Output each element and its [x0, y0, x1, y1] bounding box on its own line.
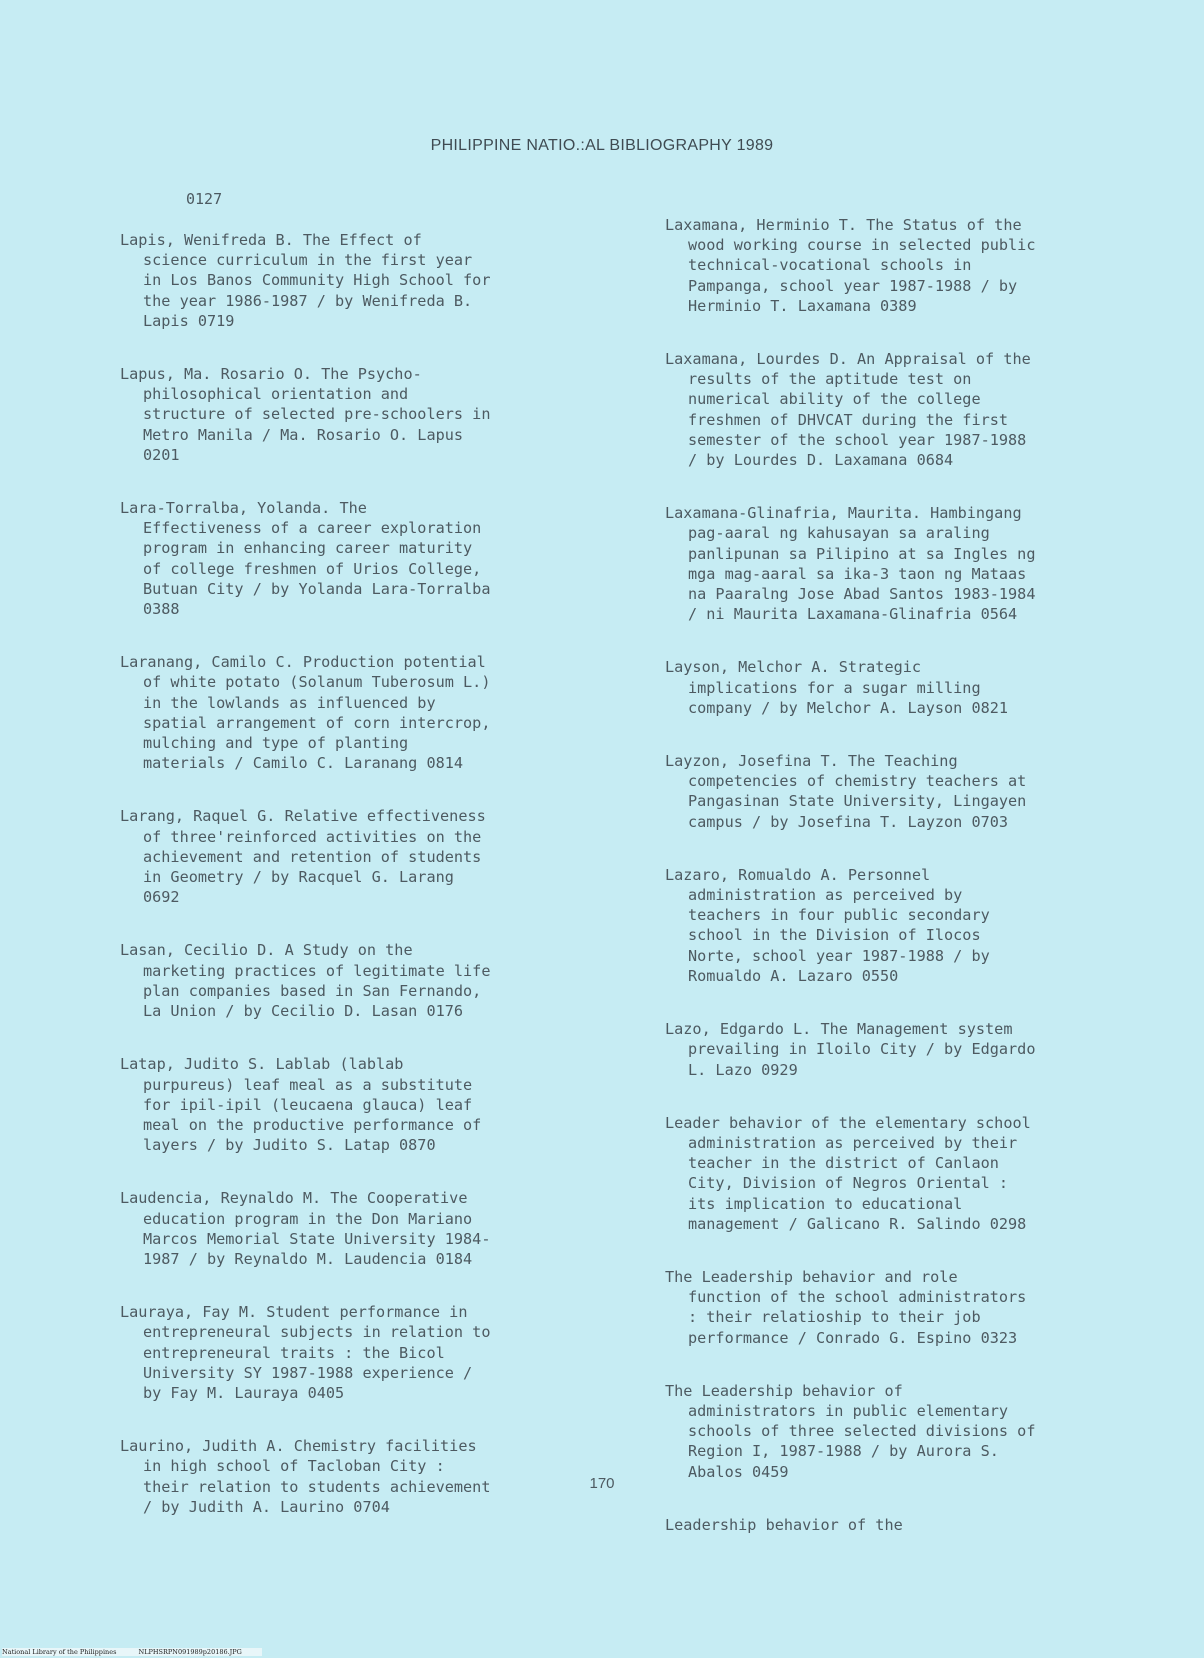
bib-entry: Lauraya, Fay M. Student performance in entrepreneural subjects in relation to entrepreneural traits : the Bicol University SY 1987-1988 experience / by Fay M. Lauraya 0405 — [120, 1303, 491, 1402]
bib-entry: Laudencia, Reynaldo M. The Cooperative education program in the Don Mariano Marcos Memorial State University 1984- 1987 / by Reynaldo M. Laudencia 0184 — [120, 1189, 491, 1268]
bib-entry: Lara-Torralba, Yolanda. The Effectiveness of a career exploration program in enhancing career maturity of college freshmen of Urios College, Butuan City / by Yolanda Lara-Torralba 0388 — [120, 499, 491, 619]
bib-entry: Layson, Melchor A. Strategic implications for a sugar milling company / by Melchor A. Layson 0821 — [665, 658, 1009, 717]
footer-file: NLPHSRPN091989p20186.JPG — [138, 1648, 242, 1656]
bib-entry: Laxamana-Glinafria, Maurita. Hambingang pag-aaral ng kahusayan sa araling panlipunan sa Pilipino at sa Ingles ng mga mag-aaral sa ika-3 taon ng Mataas na Paaralng Jose Abad Santos 1983-1984 / ni Maurita Laxamana-Glinafria 0564 — [665, 504, 1036, 624]
right-column — [665, 215, 1165, 1535]
entry-code: 0127 — [186, 190, 223, 208]
left-column — [120, 230, 620, 1550]
bib-entry: Lazo, Edgardo L. The Management system prevailing in Iloilo City / by Edgardo L. Lazo 0929 — [665, 1020, 1036, 1079]
bib-entry: Leader behavior of the elementary school administration as perceived by their teacher in the district of Canlaon City, Division of Negros Oriental : its implication to educational management / Galicano R. Salindo 0298 — [665, 1113, 1031, 1233]
bib-entry: Larang, Raquel G. Relative effectiveness of three'reinforced activities on the achievement and retention of students in Geometry / by Racquel G. Larang 0692 — [120, 807, 486, 907]
bib-entry: Laxamana, Herminio T. The Status of the wood working course in selected public technical-vocational schools in Pampanga, school year 1987-1988 / by Herminio T. Laxamana 0389 — [665, 216, 1036, 315]
continued-entry: Leadership behavior of the — [665, 1515, 903, 1534]
footer-library: National Library of the Philippines — [2, 1648, 117, 1656]
bib-entry: The Leadership behavior of administrators in public elementary schools of three selected divisions of Region I, 1987-1988 / by Aurora S. Abalos 0459 — [665, 1381, 1036, 1481]
bib-entry: Latap, Judito S. Lablab (lablab purpureus) leaf meal as a substitute for ipil-ipil (leucaena glauca) leaf meal on the productive performance of layers / by Judito S. Latap 0870 — [120, 1055, 482, 1155]
bib-entry: Lazaro, Romualdo A. Personnel administration as perceived by teachers in four public secondary school in the Division of Ilocos Norte, school year 1987-1988 / by Romualdo A. Lazaro 0550 — [665, 865, 990, 985]
bib-entry: Lapus, Ma. Rosario O. The Psycho- philosophical orientation and structure of selected pre-schoolers in Metro Manila / Ma. Rosario O. Lapus 0201 — [120, 365, 491, 464]
bib-entry: Laranang, Camilo C. Production potential of white potato (Solanum Tuberosum L.) in the lowlands as influenced by spatial arrangement of corn intercrop, mulching and type of planting materials / Camilo C. Laranang 0814 — [120, 653, 491, 773]
bib-entry: Lapis, Wenifreda B. The Effect of science curriculum in the first year in Los Banos Community High School for the year 1986-1987 / by Wenifreda B. Lapis 0719 — [120, 231, 491, 330]
page-header: PHILIPPINE NATIO.:AL BIBLIOGRAPHY 1989 — [430, 137, 774, 154]
scan-footer — [2, 1648, 262, 1656]
page-number: 170 — [589, 1475, 615, 1492]
bib-entry: Laurino, Judith A. Chemistry facilities in high school of Tacloban City : their relation to students achievement / by Judith A. Laurino 0704 — [120, 1437, 491, 1516]
bib-entry: Layzon, Josefina T. The Teaching competencies of chemistry teachers at Pangasinan State University, Lingayen campus / by Josefina T. Layzon 0703 — [665, 752, 1027, 831]
bib-entry: Lasan, Cecilio D. A Study on the marketing practices of legitimate life plan companies based in San Fernando, La Union / by Cecilio D. Lasan 0176 — [120, 941, 491, 1021]
bib-entry: Laxamana, Lourdes D. An Appraisal of the results of the aptitude test on numerical ability of the college freshmen of DHVCAT during the first semester of the school year 1987-1988 / by Lourdes D. Laxamana 0684 — [665, 350, 1031, 470]
bib-entry: The Leadership behavior and role function of the school administrators : their relatioship to their job performance / Conrado G. Espino 0323 — [665, 1267, 1027, 1347]
